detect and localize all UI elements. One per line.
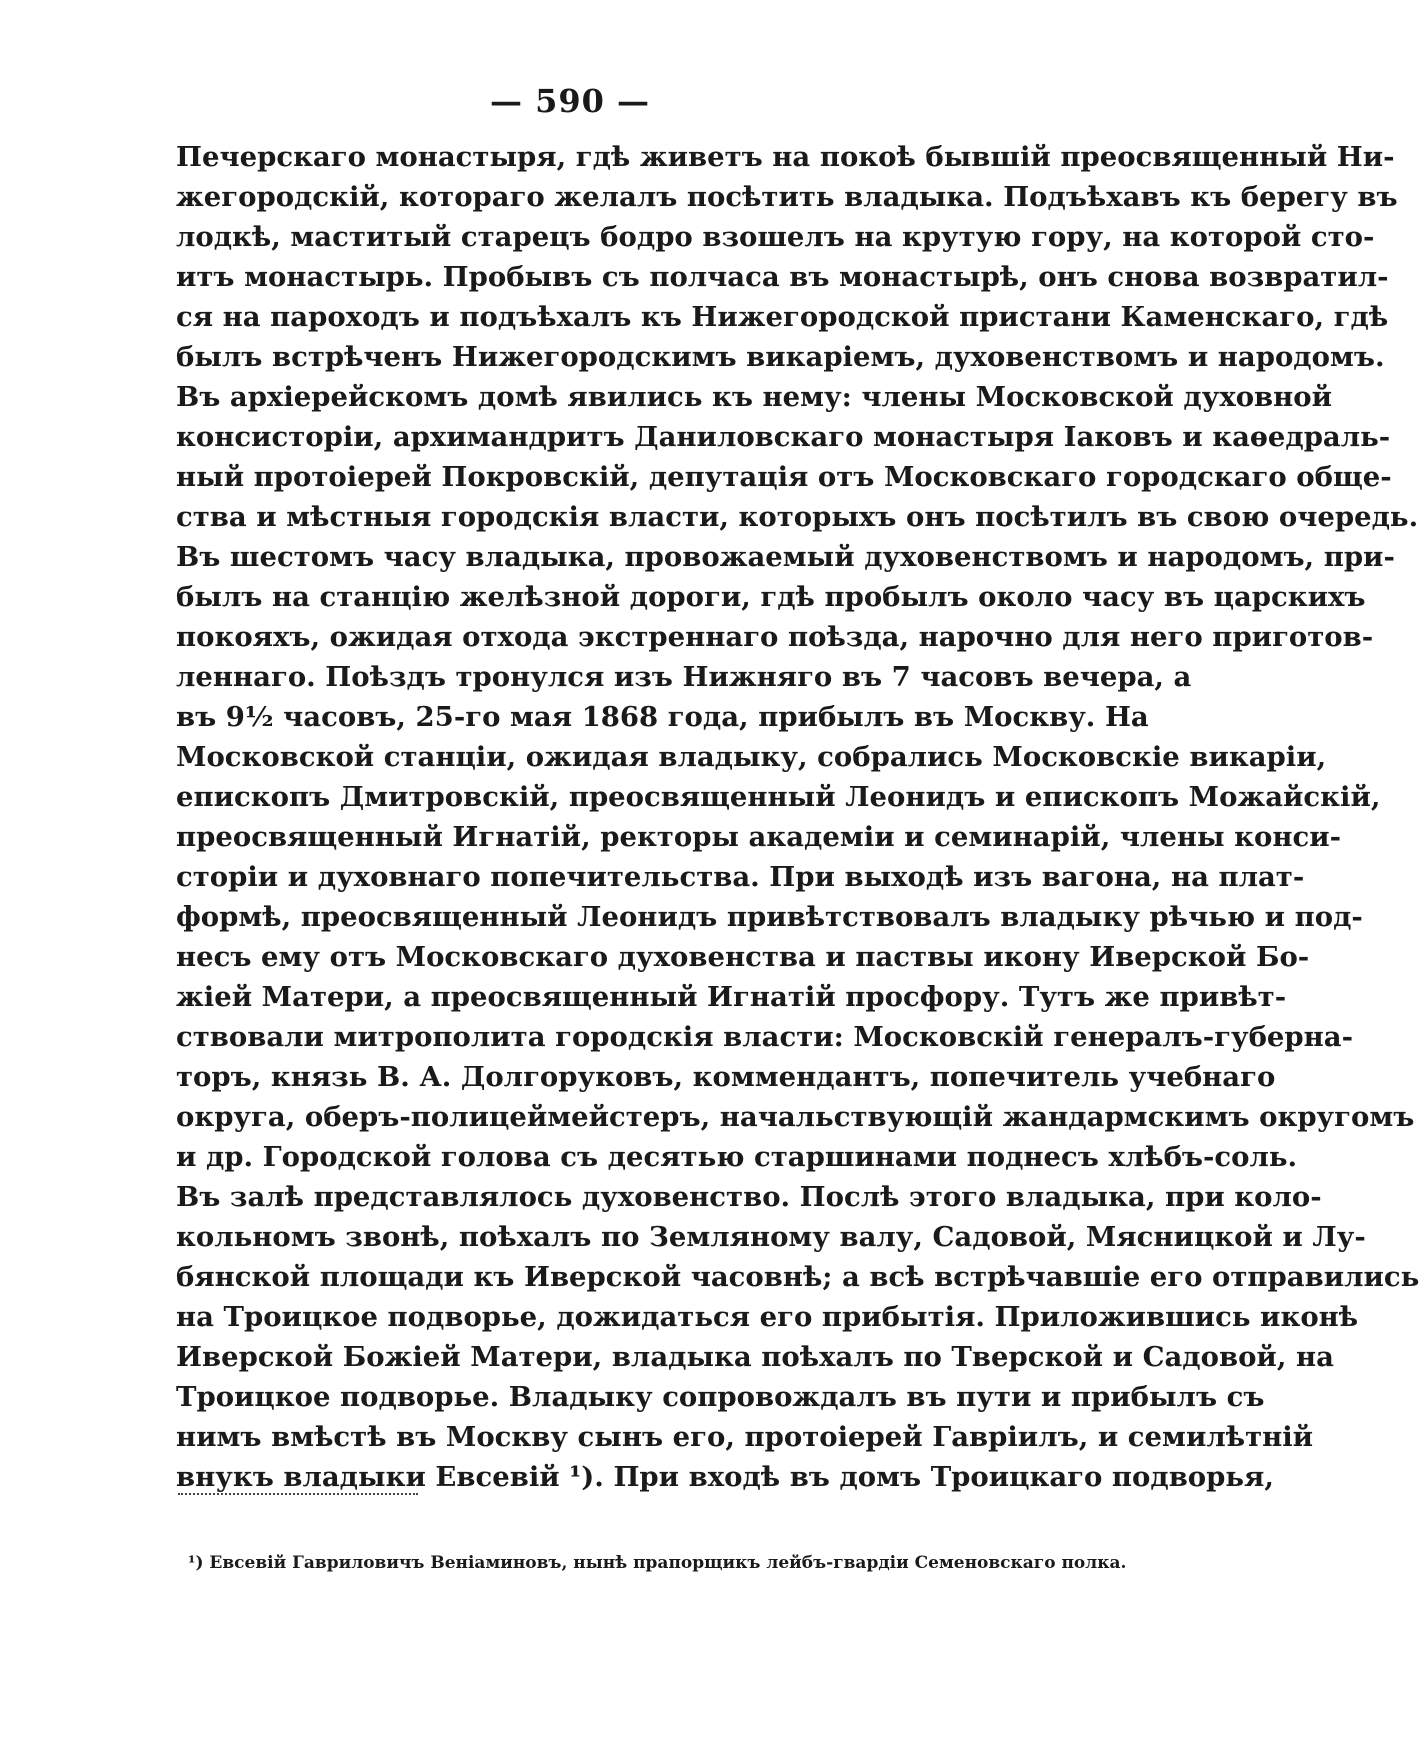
page-number: — 590 — [489,82,651,120]
text-line: былъ на станцію желѣзной дороги, гдѣ пробылъ около часу въ царскихъ [176,581,1366,613]
text-line: жегородскій, котораго желалъ посѣтить владыка. Подъѣхавъ къ берегу въ [176,181,1398,213]
text-line: жіей Матери, а преосвященный Игнатій просфору. Тутъ же привѣт- [176,981,1287,1013]
text-line: былъ встрѣченъ Нижегородскимъ викаріемъ, духовенствомъ и народомъ. [176,341,1385,373]
text-line: несъ ему отъ Московскаго духовенства и паствы икону Иверской Бо- [176,941,1310,973]
text-line: Иверской Божіей Матери, владыка поѣхалъ по Тверской и Садовой, на [176,1341,1334,1373]
text-line: епископъ Дмитровскій, преосвященный Леонидъ и епископъ Можайскій, [176,781,1381,813]
text-line: внукъ владыки Евсевій ¹). При входѣ въ домъ Троицкаго подворья, [176,1461,1274,1493]
text-line: въ 9½ часовъ, 25-го мая 1868 года, прибылъ въ Москву. На [176,701,1149,733]
text-line: итъ монастырь. Пробывъ съ полчаса въ монастырѣ, онъ снова возвратил- [176,261,1389,293]
text-line: формѣ, преосвященный Леонидъ привѣтствовалъ владыку рѣчью и под- [176,901,1363,933]
text-line: преосвященный Игнатій, ректоры академіи и семинарій, члены конси- [176,821,1342,853]
text-line: ся на пароходъ и подъѣхалъ къ Нижегородской пристани Каменскаго, гдѣ [176,301,1389,333]
text-line: консисторіи, архимандритъ Даниловскаго монастыря Іаковъ и каѳедраль- [176,421,1391,453]
text-line: кольномъ звонѣ, поѣхалъ по Земляному валу, Садовой, Мясницкой и Лу- [176,1221,1366,1253]
text-line: покояхъ, ожидая отхода экстреннаго поѣзда, нарочно для него приготов- [176,621,1374,653]
text-line: нимъ вмѣстѣ въ Москву сынъ его, протоіерей Гавріилъ, и семилѣтній [176,1421,1314,1453]
text-line: Троицкое подворье. Владыку сопровождалъ въ пути и прибылъ съ [176,1381,1265,1413]
text-line: бянской площади къ Иверской часовнѣ; а всѣ встрѣчавшіе его отправились [176,1261,1419,1293]
body-text [176,137,1419,1497]
text-line: ный протоіерей Покровскій, депутація отъ Московскаго городскаго обще- [176,461,1392,493]
text-line: Въ залѣ представлялось духовенство. Послѣ этого владыка, при коло- [176,1181,1322,1213]
footnote: ¹) Евсевій Гавриловичъ Веніаминовъ, нынѣ прапорщикъ лейбъ-гвардіи Семеновскаго полка. [188,1553,1127,1573]
text-line: на Троицкое подворье, дожидаться его прибытія. Приложившись иконѣ [176,1301,1359,1333]
text-line: торъ, князь В. А. Долгоруковъ, коммендантъ, попечитель учебнаго [176,1061,1276,1093]
text-line: Въ архіерейскомъ домѣ явились къ нему: члены Московской духовной [176,381,1333,413]
text-line: Московской станціи, ожидая владыку, собрались Московскіе викаріи, [176,741,1327,773]
text-line: Въ шестомъ часу владыка, провожаемый духовенствомъ и народомъ, при- [176,541,1395,573]
text-line: сторіи и духовнаго попечительства. При выходѣ изъ вагона, на плат- [176,861,1305,893]
text-line: Печерскаго монастыря, гдѣ живетъ на покоѣ бывшій преосвященный Ни- [176,141,1395,173]
text-line: ствовали митрополита городскія власти: Московскій генералъ-губерна- [176,1021,1354,1053]
text-line: и др. Городской голова съ десятью старшинами поднесъ хлѣбъ-соль. [176,1141,1298,1173]
text-line: округа, оберъ-полицеймейстеръ, начальствующій жандармскимъ округомъ [176,1101,1415,1133]
text-line: ства и мѣстныя городскія власти, которыхъ онъ посѣтилъ въ свою очередь. [176,501,1419,533]
text-line: лодкѣ, маститый старецъ бодро взошелъ на крутую гору, на которой сто- [176,221,1375,253]
footnote-separator [178,1493,418,1495]
text-line: леннаго. Поѣздъ тронулся изъ Нижняго въ 7 часовъ вечера, а [176,661,1192,693]
